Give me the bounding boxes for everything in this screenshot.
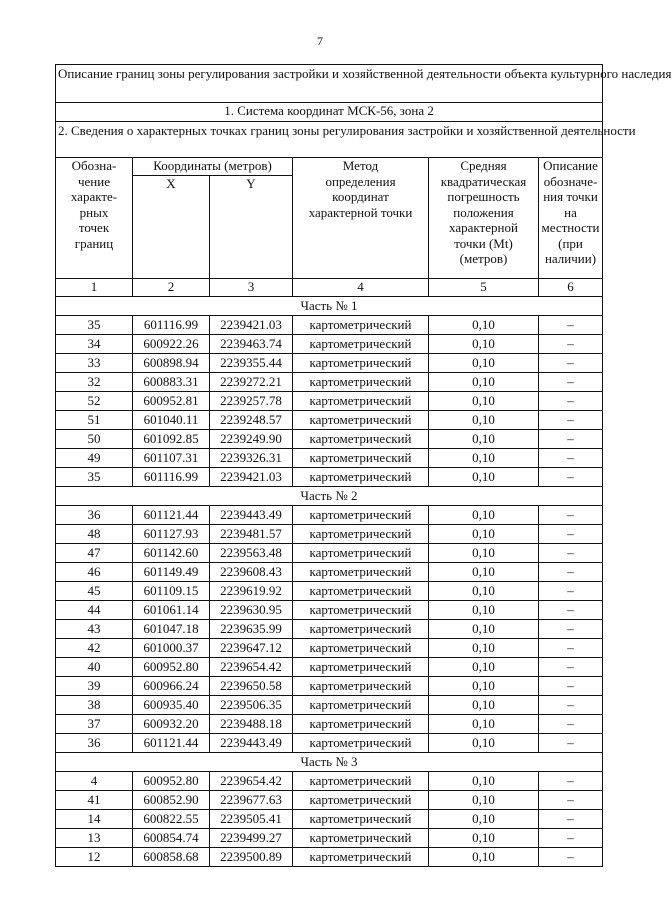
method-cell: картометрический bbox=[293, 354, 429, 373]
accuracy-cell: 0,10 bbox=[429, 696, 539, 715]
description-cell: – bbox=[539, 791, 603, 810]
description-cell: – bbox=[539, 734, 603, 753]
table-row bbox=[56, 696, 603, 715]
method-cell: картометрический bbox=[293, 791, 429, 810]
y-coordinate-cell: 2239248.57 bbox=[210, 411, 293, 430]
accuracy-cell: 0,10 bbox=[429, 829, 539, 848]
y-coordinate-cell: 2239488.18 bbox=[210, 715, 293, 734]
table-row bbox=[56, 620, 603, 639]
x-coordinate-cell: 601000.37 bbox=[133, 639, 210, 658]
header-accuracy: Средняя квадратическая погрешность положения характерной точки (Mt) (метров) bbox=[429, 158, 539, 279]
header-x: X bbox=[133, 176, 210, 279]
description-cell: – bbox=[539, 544, 603, 563]
x-coordinate-cell: 600966.24 bbox=[133, 677, 210, 696]
description-cell: – bbox=[539, 620, 603, 639]
part-header-row bbox=[56, 753, 603, 772]
section-row bbox=[56, 122, 603, 158]
method-cell: картометрический bbox=[293, 392, 429, 411]
accuracy-cell: 0,10 bbox=[429, 544, 539, 563]
x-coordinate-cell: 600952.80 bbox=[133, 658, 210, 677]
method-cell: картометрический bbox=[293, 582, 429, 601]
x-coordinate-cell: 601142.60 bbox=[133, 544, 210, 563]
x-coordinate-cell: 600922.26 bbox=[133, 335, 210, 354]
table-row bbox=[56, 639, 603, 658]
page-number: 7 bbox=[317, 34, 323, 48]
description-cell: – bbox=[539, 449, 603, 468]
column-numbers-row bbox=[56, 279, 603, 297]
description-cell: – bbox=[539, 810, 603, 829]
accuracy-cell: 0,10 bbox=[429, 411, 539, 430]
y-coordinate-cell: 2239463.74 bbox=[210, 335, 293, 354]
header-method: Метод определения координат характерной точки bbox=[293, 158, 429, 279]
y-coordinate-cell: 2239499.27 bbox=[210, 829, 293, 848]
y-coordinate-cell: 2239257.78 bbox=[210, 392, 293, 411]
point-cell: 36 bbox=[56, 506, 133, 525]
y-coordinate-cell: 2239650.58 bbox=[210, 677, 293, 696]
x-coordinate-cell: 600883.31 bbox=[133, 373, 210, 392]
description-cell: – bbox=[539, 506, 603, 525]
method-cell: картометрический bbox=[293, 772, 429, 791]
header-coordinates: Координаты (метров) bbox=[133, 158, 293, 176]
coordinate-system: 1. Система координат МСК-56, зона 2 bbox=[56, 103, 603, 122]
table-row bbox=[56, 449, 603, 468]
point-cell: 36 bbox=[56, 734, 133, 753]
method-cell: картометрический bbox=[293, 468, 429, 487]
y-coordinate-cell: 2239608.43 bbox=[210, 563, 293, 582]
point-cell: 52 bbox=[56, 392, 133, 411]
description-cell: – bbox=[539, 373, 603, 392]
accuracy-cell: 0,10 bbox=[429, 848, 539, 867]
method-cell: картометрический bbox=[293, 544, 429, 563]
method-cell: картометрический bbox=[293, 715, 429, 734]
table-row bbox=[56, 848, 603, 867]
accuracy-cell: 0,10 bbox=[429, 772, 539, 791]
table-row bbox=[56, 715, 603, 734]
table-row bbox=[56, 772, 603, 791]
method-cell: картометрический bbox=[293, 335, 429, 354]
table-row bbox=[56, 791, 603, 810]
accuracy-cell: 0,10 bbox=[429, 810, 539, 829]
point-cell: 42 bbox=[56, 639, 133, 658]
method-cell: картометрический bbox=[293, 829, 429, 848]
point-cell: 43 bbox=[56, 620, 133, 639]
document-title: Описание границ зоны регулирования застройки и хозяйственной деятельности объекта культурного наследия bbox=[56, 65, 603, 103]
y-coordinate-cell: 2239421.03 bbox=[210, 468, 293, 487]
column-number: 3 bbox=[210, 279, 293, 297]
title-row bbox=[56, 65, 603, 103]
point-cell: 50 bbox=[56, 430, 133, 449]
column-number: 2 bbox=[133, 279, 210, 297]
x-coordinate-cell: 600935.40 bbox=[133, 696, 210, 715]
part-header-row bbox=[56, 297, 603, 316]
point-cell: 44 bbox=[56, 601, 133, 620]
table-row bbox=[56, 582, 603, 601]
description-cell: – bbox=[539, 829, 603, 848]
point-cell: 46 bbox=[56, 563, 133, 582]
description-cell: – bbox=[539, 582, 603, 601]
accuracy-cell: 0,10 bbox=[429, 430, 539, 449]
table-row bbox=[56, 506, 603, 525]
point-cell: 37 bbox=[56, 715, 133, 734]
table-row bbox=[56, 810, 603, 829]
table-row bbox=[56, 525, 603, 544]
section-title: 2. Сведения о характерных точках границ зоны регулирования застройки и хозяйственной деятельности bbox=[56, 122, 603, 158]
x-coordinate-cell: 600898.94 bbox=[133, 354, 210, 373]
description-cell: – bbox=[539, 715, 603, 734]
accuracy-cell: 0,10 bbox=[429, 620, 539, 639]
table-row bbox=[56, 677, 603, 696]
y-coordinate-cell: 2239630.95 bbox=[210, 601, 293, 620]
accuracy-cell: 0,10 bbox=[429, 658, 539, 677]
y-coordinate-cell: 2239635.99 bbox=[210, 620, 293, 639]
y-coordinate-cell: 2239505.41 bbox=[210, 810, 293, 829]
description-cell: – bbox=[539, 772, 603, 791]
boundary-points-table bbox=[55, 64, 672, 867]
description-cell: – bbox=[539, 354, 603, 373]
y-coordinate-cell: 2239506.35 bbox=[210, 696, 293, 715]
x-coordinate-cell: 600852.90 bbox=[133, 791, 210, 810]
accuracy-cell: 0,10 bbox=[429, 449, 539, 468]
accuracy-cell: 0,10 bbox=[429, 601, 539, 620]
accuracy-cell: 0,10 bbox=[429, 335, 539, 354]
x-coordinate-cell: 601121.44 bbox=[133, 506, 210, 525]
point-cell: 49 bbox=[56, 449, 133, 468]
accuracy-cell: 0,10 bbox=[429, 506, 539, 525]
table-row bbox=[56, 658, 603, 677]
x-coordinate-cell: 601107.31 bbox=[133, 449, 210, 468]
point-cell: 13 bbox=[56, 829, 133, 848]
table-body bbox=[56, 65, 672, 867]
column-number: 5 bbox=[429, 279, 539, 297]
x-coordinate-cell: 600952.80 bbox=[133, 772, 210, 791]
point-cell: 41 bbox=[56, 791, 133, 810]
accuracy-cell: 0,10 bbox=[429, 639, 539, 658]
accuracy-cell: 0,10 bbox=[429, 316, 539, 335]
accuracy-cell: 0,10 bbox=[429, 373, 539, 392]
point-cell: 47 bbox=[56, 544, 133, 563]
method-cell: картометрический bbox=[293, 411, 429, 430]
method-cell: картометрический bbox=[293, 525, 429, 544]
point-cell: 51 bbox=[56, 411, 133, 430]
part-title: Часть № 3 bbox=[56, 753, 603, 772]
method-cell: картометрический bbox=[293, 696, 429, 715]
table-row bbox=[56, 316, 603, 335]
table-row bbox=[56, 468, 603, 487]
point-cell: 39 bbox=[56, 677, 133, 696]
accuracy-cell: 0,10 bbox=[429, 563, 539, 582]
x-coordinate-cell: 601092.85 bbox=[133, 430, 210, 449]
point-cell: 12 bbox=[56, 848, 133, 867]
y-coordinate-cell: 2239355.44 bbox=[210, 354, 293, 373]
x-coordinate-cell: 601127.93 bbox=[133, 525, 210, 544]
point-cell: 35 bbox=[56, 468, 133, 487]
description-cell: – bbox=[539, 601, 603, 620]
method-cell: картометрический bbox=[293, 601, 429, 620]
table-row bbox=[56, 392, 603, 411]
method-cell: картометрический bbox=[293, 677, 429, 696]
description-cell: – bbox=[539, 468, 603, 487]
system-row bbox=[56, 103, 603, 122]
part-title: Часть № 1 bbox=[56, 297, 603, 316]
accuracy-cell: 0,10 bbox=[429, 734, 539, 753]
method-cell: картометрический bbox=[293, 449, 429, 468]
table-row bbox=[56, 335, 603, 354]
point-cell: 48 bbox=[56, 525, 133, 544]
method-cell: картометрический bbox=[293, 430, 429, 449]
column-number: 6 bbox=[539, 279, 603, 297]
description-cell: – bbox=[539, 696, 603, 715]
point-cell: 38 bbox=[56, 696, 133, 715]
x-coordinate-cell: 600932.20 bbox=[133, 715, 210, 734]
accuracy-cell: 0,10 bbox=[429, 791, 539, 810]
x-coordinate-cell: 601121.44 bbox=[133, 734, 210, 753]
accuracy-cell: 0,10 bbox=[429, 715, 539, 734]
x-coordinate-cell: 601116.99 bbox=[133, 316, 210, 335]
accuracy-cell: 0,10 bbox=[429, 392, 539, 411]
y-coordinate-cell: 2239249.90 bbox=[210, 430, 293, 449]
description-cell: – bbox=[539, 658, 603, 677]
y-coordinate-cell: 2239654.42 bbox=[210, 772, 293, 791]
part-title: Часть № 2 bbox=[56, 487, 603, 506]
description-cell: – bbox=[539, 848, 603, 867]
description-cell: – bbox=[539, 335, 603, 354]
description-cell: – bbox=[539, 525, 603, 544]
point-cell: 35 bbox=[56, 316, 133, 335]
y-coordinate-cell: 2239272.21 bbox=[210, 373, 293, 392]
y-coordinate-cell: 2239421.03 bbox=[210, 316, 293, 335]
point-cell: 40 bbox=[56, 658, 133, 677]
table-row bbox=[56, 411, 603, 430]
table-row bbox=[56, 430, 603, 449]
column-number: 4 bbox=[293, 279, 429, 297]
part-header-row bbox=[56, 487, 603, 506]
method-cell: картометрический bbox=[293, 658, 429, 677]
description-cell: – bbox=[539, 677, 603, 696]
y-coordinate-cell: 2239619.92 bbox=[210, 582, 293, 601]
y-coordinate-cell: 2239500.89 bbox=[210, 848, 293, 867]
accuracy-cell: 0,10 bbox=[429, 525, 539, 544]
y-coordinate-cell: 2239326.31 bbox=[210, 449, 293, 468]
method-cell: картометрический bbox=[293, 848, 429, 867]
x-coordinate-cell: 601116.99 bbox=[133, 468, 210, 487]
table-row bbox=[56, 563, 603, 582]
accuracy-cell: 0,10 bbox=[429, 354, 539, 373]
method-cell: картометрический bbox=[293, 734, 429, 753]
y-coordinate-cell: 2239481.57 bbox=[210, 525, 293, 544]
x-coordinate-cell: 600854.74 bbox=[133, 829, 210, 848]
description-cell: – bbox=[539, 392, 603, 411]
x-coordinate-cell: 600822.55 bbox=[133, 810, 210, 829]
x-coordinate-cell: 601149.49 bbox=[133, 563, 210, 582]
point-cell: 4 bbox=[56, 772, 133, 791]
table-row bbox=[56, 354, 603, 373]
x-coordinate-cell: 600952.81 bbox=[133, 392, 210, 411]
x-coordinate-cell: 601109.15 bbox=[133, 582, 210, 601]
y-coordinate-cell: 2239647.12 bbox=[210, 639, 293, 658]
header-y: Y bbox=[210, 176, 293, 279]
method-cell: картометрический bbox=[293, 506, 429, 525]
table-row bbox=[56, 601, 603, 620]
method-cell: картометрический bbox=[293, 373, 429, 392]
point-cell: 14 bbox=[56, 810, 133, 829]
y-coordinate-cell: 2239677.63 bbox=[210, 791, 293, 810]
method-cell: картометрический bbox=[293, 563, 429, 582]
point-cell: 32 bbox=[56, 373, 133, 392]
y-coordinate-cell: 2239563.48 bbox=[210, 544, 293, 563]
x-coordinate-cell: 601047.18 bbox=[133, 620, 210, 639]
description-cell: – bbox=[539, 430, 603, 449]
x-coordinate-cell: 600858.68 bbox=[133, 848, 210, 867]
table-row bbox=[56, 373, 603, 392]
table-row bbox=[56, 544, 603, 563]
method-cell: картометрический bbox=[293, 620, 429, 639]
header-description: Описание обозначе- ния точки на местности (при наличии) bbox=[539, 158, 603, 279]
description-cell: – bbox=[539, 563, 603, 582]
y-coordinate-cell: 2239443.49 bbox=[210, 734, 293, 753]
method-cell: картометрический bbox=[293, 639, 429, 658]
description-cell: – bbox=[539, 316, 603, 335]
point-cell: 45 bbox=[56, 582, 133, 601]
header-designation: Обозна- чение характе- рных точек границ bbox=[56, 158, 133, 279]
x-coordinate-cell: 601061.14 bbox=[133, 601, 210, 620]
y-coordinate-cell: 2239654.42 bbox=[210, 658, 293, 677]
column-number: 1 bbox=[56, 279, 133, 297]
description-cell: – bbox=[539, 639, 603, 658]
table-row bbox=[56, 829, 603, 848]
description-cell: – bbox=[539, 411, 603, 430]
method-cell: картометрический bbox=[293, 810, 429, 829]
method-cell: картометрический bbox=[293, 316, 429, 335]
y-coordinate-cell: 2239443.49 bbox=[210, 506, 293, 525]
accuracy-cell: 0,10 bbox=[429, 468, 539, 487]
accuracy-cell: 0,10 bbox=[429, 582, 539, 601]
accuracy-cell: 0,10 bbox=[429, 677, 539, 696]
x-coordinate-cell: 601040.11 bbox=[133, 411, 210, 430]
header-row-top bbox=[56, 158, 603, 176]
table-row bbox=[56, 734, 603, 753]
point-cell: 34 bbox=[56, 335, 133, 354]
point-cell: 33 bbox=[56, 354, 133, 373]
